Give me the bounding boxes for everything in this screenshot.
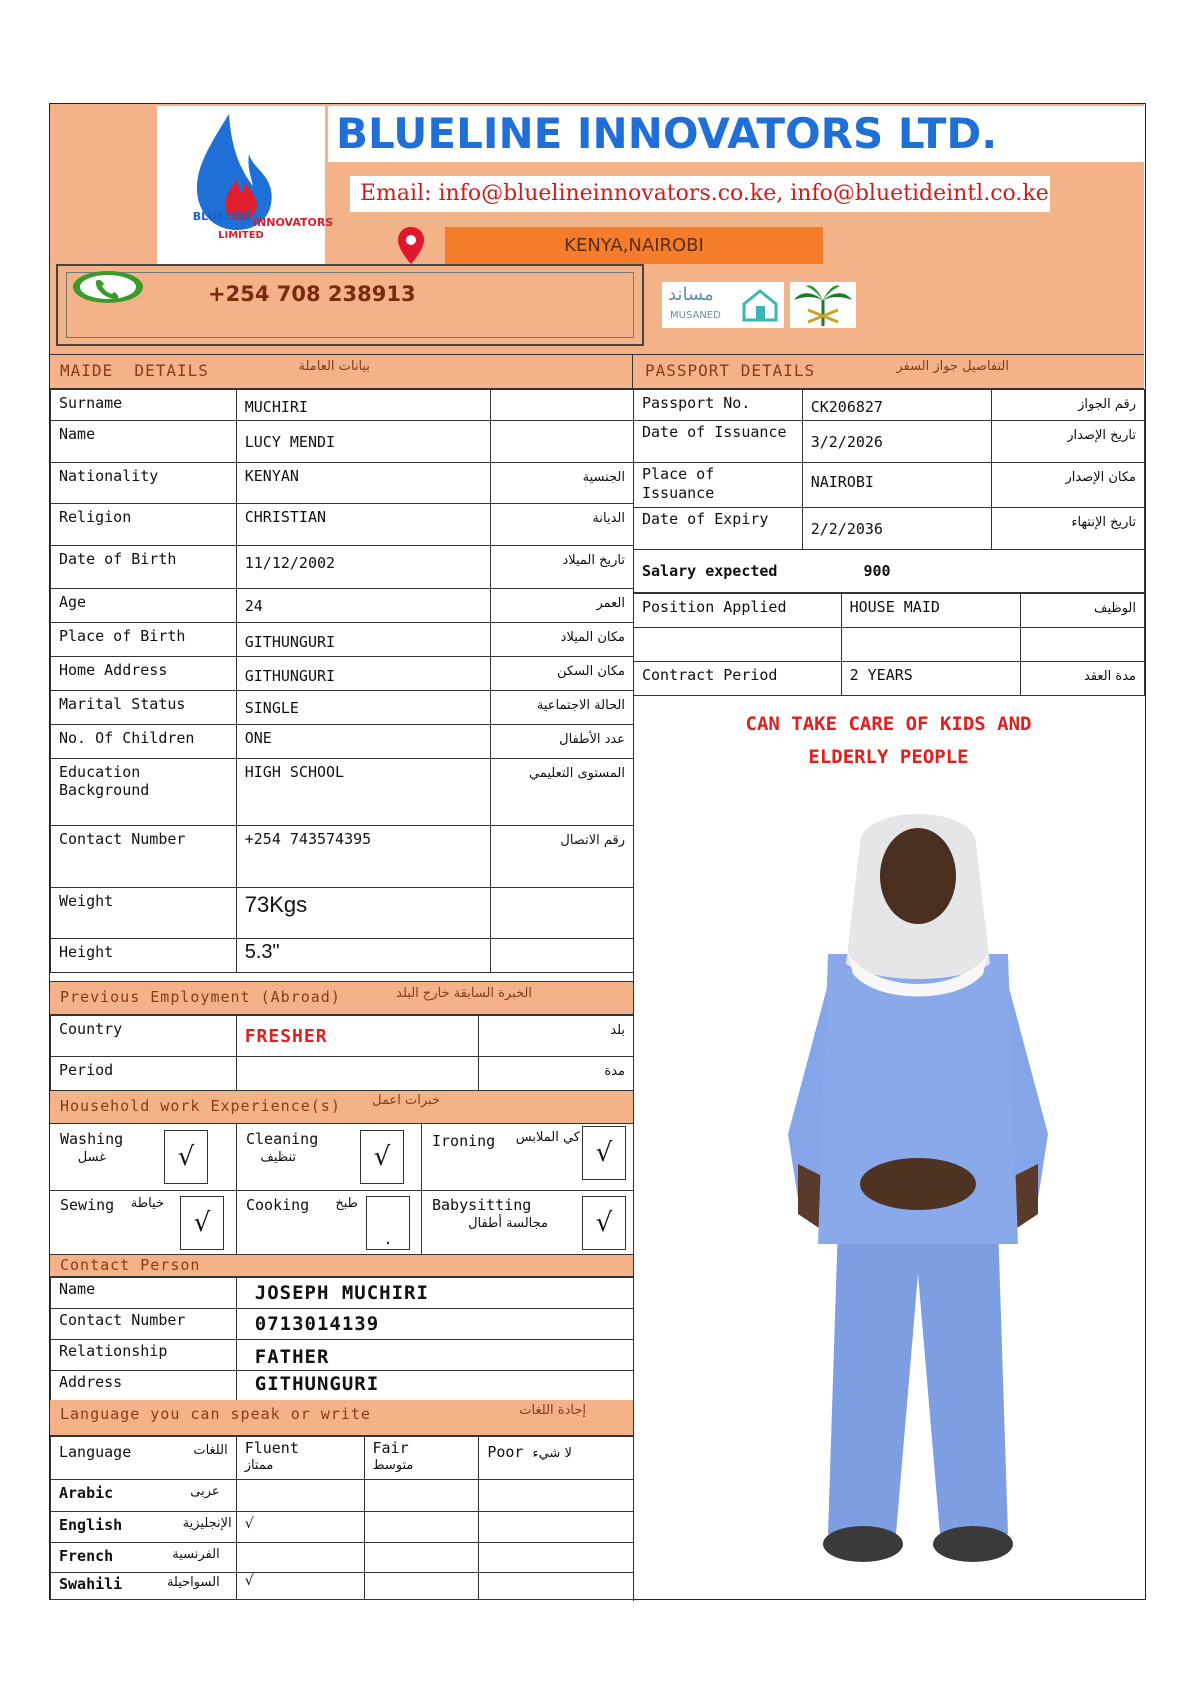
label-date-of-issuance: Date of Issuance — [642, 423, 787, 441]
babysitting-arabic: مجالسة أطفال — [468, 1216, 548, 1231]
table-row — [51, 888, 634, 939]
palm-emblem-icon — [790, 282, 856, 328]
arabic-place-of-issuance: مكان الإصدار — [1065, 470, 1136, 485]
passport-details-header — [633, 354, 1144, 389]
label-height: Height — [51, 939, 237, 973]
lang-english-fluent: √ — [236, 1512, 364, 1543]
lang-header-label: Language — [59, 1443, 132, 1461]
label-religion: Religion — [51, 504, 237, 546]
lang-header-fluent: Fluent — [244, 1439, 299, 1457]
table-row — [51, 546, 634, 589]
label-date-of-expiry: Date of Expiry — [642, 510, 769, 528]
lang-swahili-poor — [479, 1573, 634, 1600]
table-row — [51, 463, 634, 504]
cp-relationship-value: FATHER — [254, 1346, 330, 1368]
maid-details-header — [50, 354, 633, 389]
table-row — [51, 691, 634, 725]
value-name: LUCY MENDI — [244, 433, 336, 451]
contract-value: 2 YEARS — [841, 662, 1021, 696]
value-religion: CHRISTIAN — [244, 508, 327, 526]
company-name: BLUELINE INNOVATORS LTD. — [328, 106, 1144, 162]
skills-note-line1: CAN TAKE CARE OF KIDS AND — [745, 713, 1032, 735]
arabic-surname — [491, 390, 634, 421]
candidate-photo — [768, 804, 1068, 1584]
arabic-contact-number: رقم الاتصال — [560, 833, 625, 848]
cleaning-label: Cleaning — [246, 1130, 319, 1148]
cp-relationship-label: Relationship — [59, 1342, 168, 1360]
cp-address-value: GITHUNGURI — [254, 1373, 380, 1395]
label-age: Age — [51, 589, 237, 623]
table-row — [51, 1512, 634, 1543]
label-place-of-issuance: Place of Issuance — [642, 465, 715, 502]
label-dob: Date of Birth — [51, 546, 237, 589]
lang-header-poor-ar: لا شيء — [532, 1446, 572, 1461]
passport-details-title-ar: التفاصيل جواز السفر — [896, 359, 1009, 374]
value-age: 24 — [244, 597, 263, 615]
lang-french-poor — [479, 1543, 634, 1573]
babysitting-checkbox: √ — [582, 1196, 626, 1250]
cooking-label: Cooking — [246, 1196, 310, 1214]
lang-header-fair-ar: متوسط — [372, 1458, 414, 1473]
value-place-of-issuance: NAIROBI — [810, 473, 874, 491]
musaned-text-en: MUSANED — [670, 310, 721, 321]
table-row — [51, 759, 634, 826]
cleaning-arabic: تنظيف — [260, 1150, 296, 1165]
table-row — [634, 594, 1145, 628]
country-label: Country — [51, 1016, 237, 1057]
arabic-education: المستوى التعليمي — [529, 766, 625, 781]
lang-french-ar: الفرنسية — [172, 1547, 220, 1562]
washing-arabic: غسل — [77, 1150, 106, 1165]
arabic-date-of-issuance: تاريخ الإصدار — [1067, 428, 1136, 443]
period-label: Period — [51, 1057, 237, 1091]
table-row — [51, 623, 634, 657]
contact-person-table — [50, 1277, 634, 1401]
table-row — [634, 463, 1145, 508]
cp-name-label: Name — [59, 1280, 96, 1298]
passport-details-title: PASSPORT DETAILS — [645, 361, 816, 380]
period-value — [236, 1057, 479, 1091]
label-surname: Surname — [51, 390, 237, 421]
arabic-dob: تاريخ الميلاد — [562, 553, 625, 568]
table-row — [634, 508, 1145, 550]
table-row — [51, 390, 634, 421]
table-row — [51, 826, 634, 888]
table-row — [634, 390, 1145, 421]
table-row — [51, 421, 634, 463]
table-row — [51, 504, 634, 546]
arabic-passport-no: رقم الجواز — [1078, 397, 1136, 412]
skills-note — [633, 708, 1144, 774]
value-weight: 73Kgs — [244, 892, 308, 917]
table-row — [51, 1340, 634, 1371]
table-row — [51, 589, 634, 623]
table-row — [51, 1309, 634, 1340]
table-row — [51, 1543, 634, 1573]
value-contact-number: +254 743574395 — [244, 830, 372, 848]
value-dob: 11/12/2002 — [244, 554, 336, 572]
label-home-address: Home Address — [51, 657, 237, 691]
lang-header-poor: Poor — [487, 1443, 524, 1461]
company-logo — [157, 106, 334, 264]
arabic-home-address: مكان السكن — [556, 664, 625, 679]
logo-text-innovators: INNOVATORS — [253, 216, 334, 229]
languages-header — [50, 1400, 634, 1436]
lang-header-label-ar: اللغات — [193, 1443, 228, 1458]
lang-swahili-label: Swahili — [59, 1575, 123, 1593]
languages-title-ar: إجادة اللغات — [519, 1403, 586, 1418]
label-contact-number: Contact Number — [51, 826, 237, 888]
country-arabic: بلد — [610, 1023, 625, 1038]
label-nationality: Nationality — [51, 463, 237, 504]
prev-employment-header — [50, 981, 634, 1015]
ironing-label: Ironing — [432, 1132, 496, 1150]
lang-arabic-fluent — [236, 1480, 364, 1512]
table-row — [51, 1480, 634, 1512]
contract-arabic: مدة العقد — [1084, 669, 1136, 684]
lang-header-fluent-ar: ممتاز — [244, 1458, 274, 1473]
table-row — [51, 1371, 634, 1401]
household-header — [50, 1090, 634, 1124]
table-row — [51, 1437, 634, 1480]
lang-english-ar: الإنجليزية — [182, 1516, 232, 1531]
lang-french-fair — [364, 1543, 479, 1573]
household-grid — [50, 1124, 634, 1255]
application-form — [49, 103, 1146, 1600]
sewing-checkbox: √ — [180, 1196, 224, 1250]
label-children: No. Of Children — [51, 725, 237, 759]
label-passport-no: Passport No. — [634, 390, 803, 421]
value-date-of-expiry: 2/2/2036 — [810, 520, 883, 538]
value-place-of-birth: GITHUNGURI — [244, 633, 336, 651]
position-table — [633, 593, 1145, 696]
location-box: KENYA,NAIROBI — [445, 227, 823, 264]
cp-address-label: Address — [59, 1373, 123, 1391]
lang-english-poor — [479, 1512, 634, 1543]
phone-icon — [72, 270, 144, 304]
position-value: HOUSE MAID — [841, 594, 1021, 628]
contact-person-header — [50, 1255, 634, 1277]
table-row — [51, 657, 634, 691]
maid-details-title: MAIDE DETAILS — [60, 361, 209, 380]
arabic-religion: الديانة — [592, 511, 625, 526]
musaned-house-icon — [742, 288, 778, 322]
value-surname: MUCHIRI — [244, 398, 308, 416]
position-label: Position Applied — [634, 594, 842, 628]
maid-details-title-ar: بيانات العاملة — [298, 359, 370, 374]
contact-person-title: Contact Person — [60, 1256, 201, 1274]
value-height: 5.3" — [244, 941, 280, 963]
phone-number: +254 708 238913 — [208, 282, 416, 306]
washing-label: Washing — [60, 1130, 124, 1148]
arabic-weight — [491, 888, 634, 939]
value-passport-no: CK206827 — [810, 398, 883, 416]
arabic-place-of-birth: مكان الميلاد — [560, 630, 625, 645]
lang-arabic-ar: عربى — [190, 1484, 220, 1499]
arabic-height — [491, 939, 634, 973]
phone-panel — [56, 264, 644, 346]
cooking-checkbox: . — [366, 1196, 410, 1250]
value-home-address: GITHUNGURI — [244, 667, 336, 685]
table-row — [634, 662, 1145, 696]
contract-label: Contract Period — [634, 662, 842, 696]
household-title-ar: خبرات اعمل — [372, 1093, 440, 1108]
table-row — [634, 550, 1145, 593]
email-line: Email: info@bluelineinnovators.co.ke, info@bluetideintl.co.ke — [350, 176, 1050, 212]
lang-swahili-fluent: √ — [236, 1573, 364, 1600]
value-nationality: KENYAN — [244, 467, 299, 485]
table-row — [51, 725, 634, 759]
cp-contact-value: 0713014139 — [254, 1313, 380, 1335]
lang-header-fair: Fair — [372, 1439, 409, 1457]
sewing-label: Sewing — [60, 1196, 115, 1214]
label-name: Name — [51, 421, 237, 463]
label-marital-status: Marital Status — [51, 691, 237, 725]
maid-details-table — [50, 389, 634, 973]
lang-english-fair — [364, 1512, 479, 1543]
ironing-checkbox: √ — [582, 1126, 626, 1180]
position-arabic: الوظيف — [1093, 601, 1136, 616]
prev-employment-title-ar: الخبرة السابقة خارج البلد — [396, 986, 532, 1001]
arabic-nationality: الجنسية — [582, 470, 625, 485]
table-row — [51, 1016, 634, 1057]
salary-label: Salary expected — [642, 562, 778, 580]
arabic-age: العمر — [596, 596, 625, 611]
table-row — [634, 421, 1145, 463]
value-marital-status: SINGLE — [244, 699, 299, 717]
languages-table — [50, 1436, 634, 1600]
label-place-of-birth: Place of Birth — [51, 623, 237, 657]
lang-french-fluent — [236, 1543, 364, 1573]
household-title: Household work Experience(s) — [60, 1097, 341, 1115]
table-row — [51, 1573, 634, 1600]
table-row — [51, 1057, 634, 1091]
table-row — [51, 939, 634, 973]
lang-swahili-fair — [364, 1573, 479, 1600]
value-children: ONE — [244, 729, 272, 747]
value-education: HIGH SCHOOL — [244, 763, 345, 781]
label-weight: Weight — [51, 888, 237, 939]
prev-employment-title: Previous Employment (Abroad) — [60, 988, 341, 1006]
prev-employment-table — [50, 1015, 634, 1091]
arabic-marital-status: الحالة الاجتماعية — [536, 698, 625, 713]
lang-arabic-fair — [364, 1480, 479, 1512]
cp-name-value: JOSEPH MUCHIRI — [254, 1282, 429, 1304]
cleaning-checkbox: √ — [360, 1130, 404, 1184]
lang-french-label: French — [59, 1547, 114, 1565]
lang-arabic-label: Arabic — [59, 1484, 114, 1502]
arabic-name — [491, 421, 634, 463]
arabic-date-of-expiry: تاريخ الإنتهاء — [1071, 515, 1136, 530]
lang-arabic-poor — [479, 1480, 634, 1512]
musaned-text-ar: مساند — [668, 284, 714, 305]
ironing-arabic: كي الملابس — [515, 1130, 580, 1145]
table-row — [634, 628, 1145, 662]
location-pin-icon — [396, 226, 426, 266]
salary-value: 900 — [863, 562, 891, 580]
arabic-children: عدد الأطفال — [559, 732, 625, 747]
label-education: Education Background — [51, 759, 237, 826]
table-row — [51, 1278, 634, 1309]
skills-note-line2: ELDERLY PEOPLE — [808, 746, 969, 768]
languages-title: Language you can speak or write — [60, 1405, 371, 1423]
washing-checkbox: √ — [164, 1130, 208, 1184]
cooking-arabic: طبخ — [335, 1196, 358, 1211]
sewing-arabic: خياطة — [130, 1196, 164, 1211]
cp-contact-label: Contact Number — [59, 1311, 186, 1329]
logo-text-limited: LIMITED — [218, 230, 264, 241]
passport-table — [633, 389, 1145, 593]
country-value: FRESHER — [244, 1026, 328, 1047]
column-divider — [633, 697, 634, 1601]
value-date-of-issuance: 3/2/2026 — [810, 433, 883, 451]
period-arabic: مدة — [604, 1064, 625, 1079]
lang-english-label: English — [59, 1516, 123, 1534]
lang-swahili-ar: السواحيلة — [166, 1575, 220, 1590]
musaned-logo — [662, 282, 784, 328]
babysitting-label: Babysitting — [432, 1196, 532, 1214]
logo-text-blueline: BLUELINE — [192, 210, 252, 223]
